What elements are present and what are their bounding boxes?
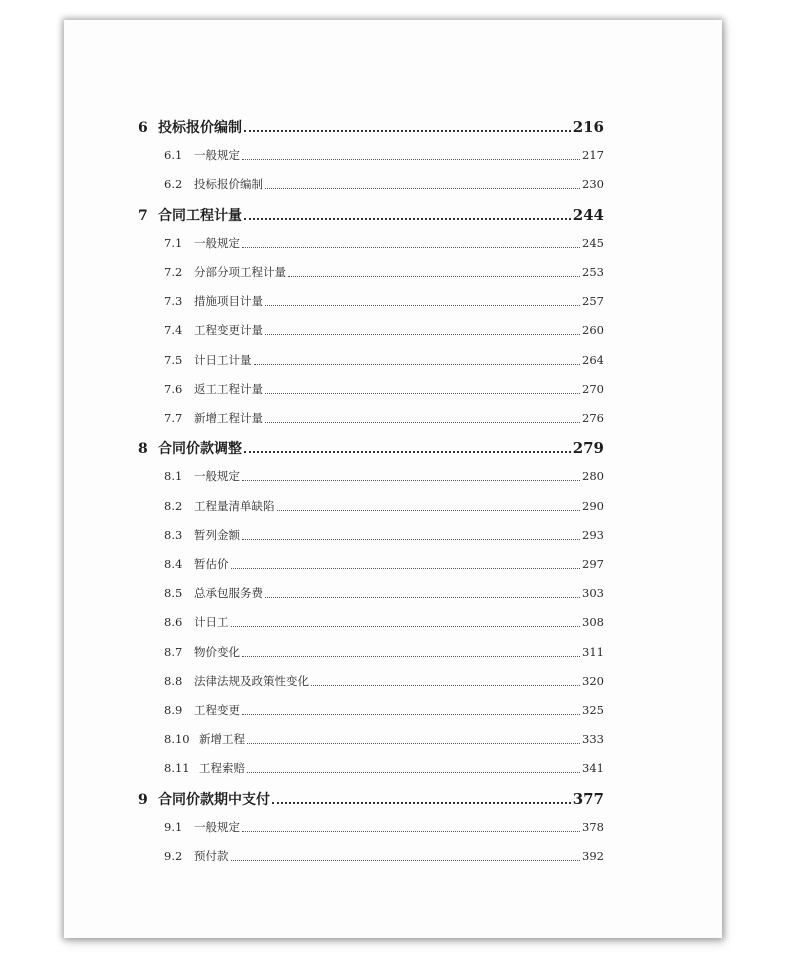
dot-leader	[242, 526, 580, 544]
toc-page-number: 378	[582, 819, 604, 834]
toc-section-row	[164, 351, 604, 369]
toc-section-row	[164, 555, 604, 573]
dot-leader	[247, 759, 580, 777]
toc-entry-title: 预付款	[194, 849, 229, 863]
toc-entry-number: 7.7	[164, 411, 183, 425]
toc-page-number: 217	[582, 148, 604, 163]
toc-section-row	[164, 730, 604, 748]
dot-leader	[265, 175, 580, 193]
toc-page-number: 293	[582, 527, 604, 542]
toc-entry-title: 物价变化	[194, 644, 240, 659]
dot-leader	[265, 292, 580, 310]
dot-leader	[247, 730, 580, 748]
dot-leader	[242, 146, 580, 164]
toc-entry-number: 8.9	[164, 703, 183, 717]
toc-page-number: 308	[582, 615, 604, 630]
dot-leader	[254, 351, 581, 369]
toc-page-number: 320	[582, 673, 604, 688]
toc-entry-number: 8.10	[164, 732, 190, 747]
toc-page-number: 264	[582, 352, 604, 367]
toc-entry-title: 措施项目计量	[194, 294, 263, 309]
toc-entry-title: 法律法规及政策性变化	[194, 673, 309, 688]
dot-leader	[277, 497, 581, 515]
dot-leader	[272, 789, 571, 809]
toc-entry-title: 投标报价编制	[194, 177, 263, 192]
toc-entry-title: 总承包服务费	[194, 586, 263, 601]
toc-page-number: 341	[582, 761, 604, 776]
toc-entry-number: 8.1	[164, 469, 183, 484]
toc-entry-number: 7.2	[164, 265, 183, 279]
toc-entry-title: 暂列金额	[194, 527, 240, 542]
dot-leader	[311, 672, 580, 690]
dot-leader	[242, 818, 580, 836]
toc-entry-title: 一般规定	[194, 469, 240, 484]
toc-page-number: 392	[582, 849, 604, 863]
toc-section-row	[164, 263, 604, 281]
toc-entry-number: 7.3	[164, 294, 183, 309]
toc-section-row	[164, 175, 604, 193]
toc-section-row	[164, 234, 604, 252]
toc-entry-title: 工程变更	[194, 703, 240, 717]
toc-entry-number: 7.4	[164, 323, 183, 338]
toc-section-row	[164, 584, 604, 602]
toc-entry-number: 8.11	[164, 761, 190, 776]
toc-entry-number: 7.6	[164, 381, 183, 396]
toc-page-number: 244	[572, 205, 604, 224]
toc-section-row	[164, 847, 604, 865]
toc-page-number: 325	[582, 703, 604, 717]
toc-entry-number: 8	[138, 441, 148, 458]
toc-section-row	[164, 467, 604, 485]
toc-entry-title: 合同价款期中支付	[158, 791, 270, 808]
toc-entry-title: 工程变更计量	[194, 323, 263, 338]
dot-leader	[265, 321, 580, 339]
toc-entry-number: 7.1	[164, 235, 183, 250]
toc-page-number: 279	[572, 439, 604, 458]
toc-entry-number: 6.1	[164, 148, 183, 163]
toc-entry-number: 6.2	[164, 177, 183, 192]
table-of-contents	[64, 20, 722, 938]
toc-chapter-row	[138, 438, 604, 458]
toc-section-row	[164, 409, 604, 427]
dot-leader	[231, 555, 581, 573]
dot-leader	[242, 234, 580, 252]
toc-entry-number: 8.5	[164, 586, 183, 601]
toc-section-row	[164, 672, 604, 690]
toc-page-number: 245	[582, 235, 604, 250]
toc-entry-number: 8.4	[164, 557, 183, 571]
toc-entry-number: 9.2	[164, 849, 183, 863]
toc-entry-title: 分部分项工程计量	[194, 265, 286, 279]
dot-leader	[242, 701, 580, 719]
toc-section-row	[164, 292, 604, 310]
toc-chapter-row	[138, 789, 604, 809]
dot-leader	[244, 117, 571, 137]
toc-entry-number: 8.3	[164, 527, 183, 542]
toc-entry-title: 新增工程	[199, 732, 245, 747]
toc-entry-title: 工程索赔	[199, 761, 245, 776]
toc-page-number: 260	[582, 323, 604, 338]
toc-page-number: 297	[582, 557, 604, 571]
toc-page-number: 276	[582, 411, 604, 425]
toc-chapter-row	[138, 205, 604, 225]
toc-entry-number: 9	[138, 791, 148, 808]
toc-section-row	[164, 146, 604, 164]
dot-leader	[265, 409, 580, 427]
toc-section-row	[164, 818, 604, 836]
toc-entry-title: 投标报价编制	[158, 120, 242, 136]
toc-section-row	[164, 321, 604, 339]
toc-section-row	[164, 497, 604, 515]
dot-leader	[242, 467, 580, 485]
toc-entry-title: 一般规定	[194, 235, 240, 250]
toc-entry-title: 新增工程计量	[194, 411, 263, 425]
toc-page-number: 253	[582, 265, 604, 279]
toc-page-number: 290	[582, 498, 604, 513]
toc-entry-number: 7	[138, 207, 148, 224]
toc-section-row	[164, 643, 604, 661]
toc-entry-number: 8.7	[164, 644, 183, 659]
toc-page-number: 257	[582, 294, 604, 309]
dot-leader	[265, 584, 580, 602]
toc-entry-number: 6	[138, 120, 148, 136]
toc-section-row	[164, 380, 604, 398]
toc-entry-number: 8.6	[164, 615, 183, 630]
toc-entry-number: 9.1	[164, 819, 183, 834]
toc-entry-title: 一般规定	[194, 819, 240, 834]
toc-entry-title: 工程量清单缺陷	[194, 498, 275, 513]
toc-page-number: 230	[582, 177, 604, 192]
toc-entry-title: 暂估价	[194, 557, 229, 571]
toc-entry-title: 合同价款调整	[158, 441, 242, 458]
toc-section-row	[164, 526, 604, 544]
toc-entry-number: 7.5	[164, 352, 183, 367]
toc-entry-title: 计日工	[194, 615, 229, 630]
toc-page-number: 311	[582, 644, 604, 659]
toc-section-row	[164, 759, 604, 777]
toc-page-number: 377	[572, 789, 604, 808]
document-page	[64, 20, 722, 938]
dot-leader	[244, 205, 571, 225]
dot-leader	[244, 438, 571, 458]
toc-entry-number: 8.2	[164, 498, 183, 513]
toc-entry-number: 8.8	[164, 673, 183, 688]
toc-entry-title: 返工工程计量	[194, 381, 263, 396]
toc-page-number: 216	[572, 118, 604, 136]
dot-leader	[265, 380, 580, 398]
toc-page-number: 303	[582, 586, 604, 601]
dot-leader	[231, 847, 581, 865]
toc-entry-title: 合同工程计量	[158, 207, 242, 224]
toc-page-number: 270	[582, 381, 604, 396]
toc-chapter-row	[138, 117, 604, 137]
toc-page-number: 333	[582, 732, 604, 747]
toc-section-row	[164, 701, 604, 719]
toc-section-row	[164, 613, 604, 631]
dot-leader	[231, 613, 581, 631]
dot-leader	[288, 263, 580, 281]
toc-page-number: 280	[582, 469, 604, 484]
toc-entry-title: 一般规定	[194, 148, 240, 163]
dot-leader	[242, 643, 580, 661]
toc-entry-title: 计日工计量	[194, 352, 252, 367]
